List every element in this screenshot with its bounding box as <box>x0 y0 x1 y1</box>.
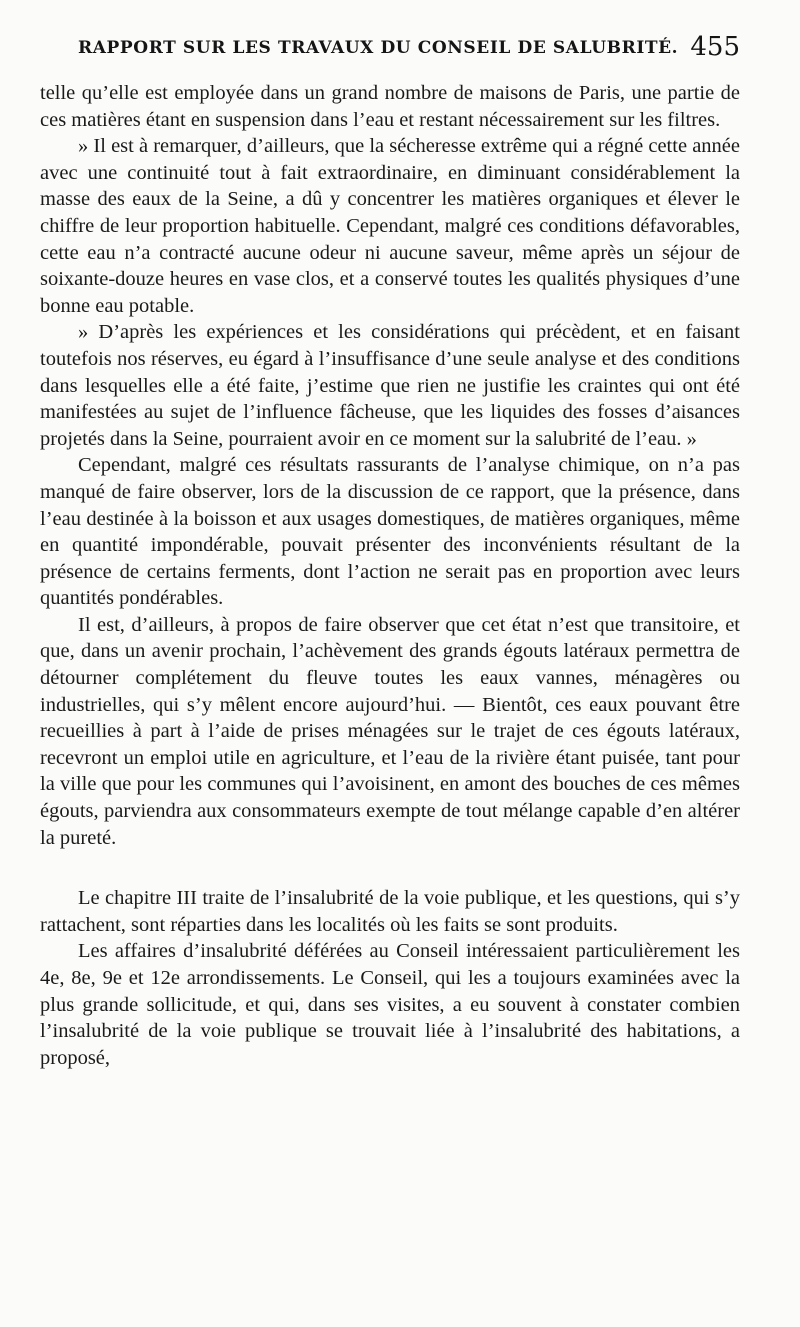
page-header <box>48 34 748 68</box>
paragraph-discussion: Cependant, malgré ces résultats rassurants de l’analyse chimique, on n’a pas manqué de faire observer, lors de la discussion de ce rapport, que la présence, dans l’eau destinée à la boisson et aux usages domestiques, de matières organiques, même en quantité impondérable, pouvait présenter des inconvénients résultant de la présence de certains ferments, dont l’action ne serait pas en proportion avec leurs quantités pondérables. <box>40 454 740 610</box>
paragraph-continuation: telle qu’elle est employée dans un grand nombre de maisons de Paris, une partie de ces matières étant en suspension dans l’eau et restant nécessairement sur les filtres. <box>40 82 740 131</box>
section-gap <box>40 851 740 885</box>
paragraph-quote-conclusion: » D’après les expériences et les considérations qui précèdent, et en faisant toutefois nos réserves, eu égard à l’insuffisance d’une seule analyse et des conditions dans lesquelles elle a été faite, j’estime que rien ne justifie les craintes qui ont été manifestées au sujet de l’influence fâcheuse, que les liquides des fosses d’aisances projetés dans la Seine, pourraient avoir en ce moment sur la salubrité de l’eau. » <box>40 321 740 450</box>
running-title: RAPPORT SUR LES TRAVAUX DU CONSEIL DE SALUBRITÉ. <box>78 38 679 58</box>
paragraph-chapitre-iii: Le chapitre III traite de l’insalubrité de la voie publique, et les questions, qui s’y rattachent, sont réparties dans les localités où les faits se sont produits. <box>40 887 740 936</box>
paragraph-arrondissements: Les affaires d’insalubrité déférées au Conseil intéressaient particulièrement les 4e, 8e, 9e et 12e arrondissements. Le Conseil, qui les a toujours examinées avec la plus grande sollicitude, et qui, dans ses visites, a eu souvent à constater combien l’insalubrité de la voie publique se trouvait liée à l’insalubrité des habitations, a proposé, <box>40 940 740 1069</box>
page-number: 455 <box>690 32 740 62</box>
body-text <box>40 80 740 1071</box>
paragraph-quote-secheresse: » Il est à remarquer, d’ailleurs, que la sécheresse extrême qui a régné cette année avec une continuité tout à fait extraordinaire, en diminuant considérablement la masse des eaux de la Seine, a dû y concentrer les matières organiques et élever le chiffre de leur proportion habituelle. Cependant, malgré ces conditions défavorables, cette eau n’a contracté aucune odeur ni aucune saveur, même après un séjour de soixante-douze heures en vase clos, et a conservé toutes les qualités physiques d’une bonne eau potable. <box>40 135 740 317</box>
paragraph-egouts: Il est, d’ailleurs, à propos de faire observer que cet état n’est que transitoire, et que, dans un avenir prochain, l’achèvement des grands égouts latéraux permettra de détourner complétement du fleuve toutes les eaux vannes, ménagères ou industrielles, qui s’y mêlent encore aujourd’hui. — Bientôt, ces eaux pouvant être recueillies à part à l’aide de prises ménagées sur le trajet de ces égouts latéraux, recevront un emploi utile en agriculture, et l’eau de la rivière étant puisée, tant pour la ville que pour les communes qui l’avoisinent, en amont des bouches de ces mêmes égouts, parviendra aux consommateurs exempte de tout mélange capable d’en altérer la pureté. <box>40 613 740 849</box>
